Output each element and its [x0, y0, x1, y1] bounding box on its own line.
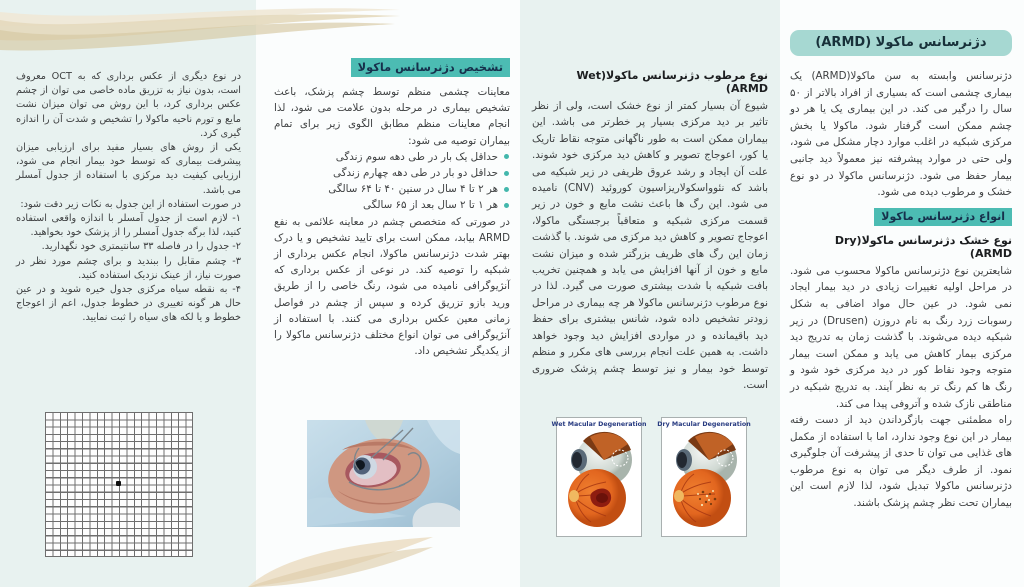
diagnosis-paragraph-2: در صورتی که متخصص چشم در معاینه علائمی به نفع ARMD بیابد، ممکن است برای تایید تشخیص و یا درک بهتر شدت دژنرسانس ماکولا، انجام عکس برداری از شبکیه را توصیه کند. در نوعی از عکس برداری که آنژیوگرافی نامیده می شود، رنگ خاصی را از طریق ورید بازو تزریق کرده و سپس از چشم در فواصل زمانی معین عکس برداری می کنند. با استفاده از آنژیوگرافی می توان انواع مختلف دژنرسانس ماکولا را از یکدیگر تشخیص داد. — [274, 215, 510, 358]
wet-macular-degeneration-figure — [551, 417, 647, 537]
wet-armd-heading: نوع مرطوب دژنرسانس ماکولا(Wet ARMD) — [576, 69, 768, 95]
armd-title-pill: دژنرسانس ماکولا (ARMD) — [790, 30, 1012, 56]
diagnosis-heading: تشخیص دژنرسانس ماکولا — [351, 58, 510, 77]
dry-figure-caption: Dry Macular Degeneration — [657, 421, 751, 428]
panel-oct-amsler — [0, 0, 256, 587]
wet-armd-paragraph: شیوع آن بسیار کمتر از نوع خشک است، ولی از نظر تاثیر بر دید مرکزی بسیار پر خطرتر می باشد. این بیماران ممکن است به طور ناگهانی متوجه نقاط تاریک یا کور، اعوجاج تصویر و کاهش دید مرکزی خود شوند. علت آن ایجاد و رشد عروق ظریفی در زیر شبکیه می باشد که نئوواسکولاریزاسیون کوروئید (CNV) نامیده می شود. این رگ ها باعث نشت مایع و خون در زیر قسمت مرکزی شبکیه و متعاقباً برجستگی ماکولا، اعوجاج تصویر و کاهش دید مرکزی می شوند. با گذشت زمان این رگ های ظریف بزرگتر شده و میزان نشت مایع و خون از آنها افزایش می یابد و همچنین تخریب بافت شبکیه با شدت بیشتری صورت می گیرد. لذا در نوع مرطوب دژنرسانس ماکولا هر چه بیماری در مراحل زودتر تشخیص داده شود، شانس بیشتری برای حفظ دید باقیمانده و در مواردی افزایش دید وجود خواهد داشت. به همین علت انجام بررسی های مکرر و منظم توسط خود بیمار و نیز توسط چشم پزشک ضروری است. — [532, 100, 768, 391]
list-item: حداقل دو بار در طی دهه چهارم زندگی — [274, 165, 510, 181]
armd-types-heading: انواع دژنرسانس ماکولا — [874, 208, 1012, 226]
numbered-item: ۳- چشم مقابل را ببندید و برای چشم مورد نظر در صورت نیاز، از عینک نزدیک استفاده کنید. — [16, 255, 241, 281]
exam-schedule-list — [274, 149, 510, 214]
list-item: حداقل یک بار در طی دهه سوم زندگی — [274, 149, 510, 165]
diagnosis-paragraph-1: معاینات چشمی منظم توسط چشم پزشک، باعث تشخیص بیماری در مرحله بدون علامت می شود، لذا انجام معاینات منظم مطابق الگوی زیر برای تمام بیماران توصیه می شود: — [274, 86, 510, 147]
numbered-item: ۲- جدول را در فاصله ۳۳ سانتیمتری خود نگهدارید. — [41, 241, 241, 253]
dry-armd-heading: نوع خشک دژنرسانس ماکولا(Dry ARMD) — [834, 233, 1012, 260]
amsler-grid — [45, 412, 193, 557]
numbered-item: ۴- به نقطه سیاه مرکزی جدول خیره شوید و در عین حال هر گونه تغییری در خطوط جدول، اعم از اعوجاج خطوط و یا لکه های سیاه را ثبت نمایید. — [16, 284, 241, 324]
eye-surgery-photo — [307, 420, 460, 527]
list-item: هر ۱ تا ۲ سال بعد از ۶۵ سالگی — [274, 197, 510, 213]
wet-eye-diagram — [560, 429, 638, 535]
macular-degeneration-figures — [551, 417, 751, 537]
amsler-intro-paragraph: یکی از روش های بسیار مفید برای ارزیابی میزان پیشرفت بیماری که توسط خود بیمار انجام می شود، ارزیابی کیفیت دید مرکزی با استفاده از جدول آمسلر می باشد. — [16, 142, 241, 196]
armd-intro-paragraph: دژنرسانس وابسته به سن ماکولا(ARMD) یک بیماری چشمی است که بسیاری از افراد بالاتر از ۵۰ سال را درگیر می کند. در این بیماری یک یا هر دو چشم ممکن است گرفتار شود. ماکولا یا بخش مرکزی شبکیه در اغلب موارد دچار مشکل می شود، ولی حتی در موارد پیشرفته نیز معمولاً دید جانبی بیمار حفظ می شود. دژنرسانس ماکولا در دو نوع خشک و مرطوب دیده می شود. — [790, 70, 1012, 199]
wet-figure-caption: Wet Macular Degeneration — [551, 421, 647, 428]
amsler-notes-lead: در صورت استفاده از این جدول به نکات زیر دقت شود: — [20, 198, 241, 210]
dry-armd-paragraph-1: شایعترین نوع دژنرسانس ماکولا محسوب می شود. در مراحل اولیه تغییرات زیادی در دید بیمار ایجاد نمی شود. در عین حال مواد اضافی به شکل رسوبات زرد رنگ به نام دروزن (Drusen) در زیر شبکیه دیده می‌شوند. با گذشت زمان به تدریج دید مرکزی بیمار کاهش می یابد و ممکن است بیمار متوجه وجود نقاط کور در دید مرکزی خود شود و رنگ ها کم رنگ تر به نظر آیند. به تدریج شبکیه در مناطقی نازک شده و آتروفی پیدا می کند. — [790, 264, 1012, 410]
panel-diagnosis — [256, 0, 520, 587]
amsler-center-dot — [116, 481, 121, 486]
oct-paragraph: در نوع دیگری از عکس برداری که به OCT معروف است، بدون نیاز به تزریق ماده خاصی می توان از چشم عکس برداری کرد، با این روش می توان میزان نشت مایع و تورم ناحیه ماکولا را تشخیص و شدت آن را اندازه گیری کرد. — [16, 71, 242, 139]
dry-armd-paragraph-2: راه مطمئنی جهت بازگرداندن دید از دست رفته بیمار در این نوع وجود ندارد، اما با استفاده از مکمل های غذایی می توان تا حدی از پیشرفت آن جلوگیری نمود. از طرف دیگر می توان به نوع مرطوب دژنرسانس ماکولا تبدیل شود، لذا لازم است این بیماران تحت نظر چشم پزشک باشند. — [790, 414, 1012, 510]
amsler-instructions-list — [16, 212, 241, 326]
list-item: هر ۲ تا ۴ سال در سنین ۴۰ تا ۶۴ سالگی — [274, 181, 510, 197]
numbered-item: ۱- لازم است از جدول آمسلر با اندازه واقعی استفاده کنید، لذا برگه جدول آمسلر را از پزشک خود بخواهید. — [16, 213, 241, 239]
panel-armd-overview — [780, 0, 1024, 587]
dry-eye-diagram — [665, 429, 743, 535]
dry-macular-degeneration-figure — [657, 417, 751, 537]
panel-wet-armd — [520, 0, 780, 587]
